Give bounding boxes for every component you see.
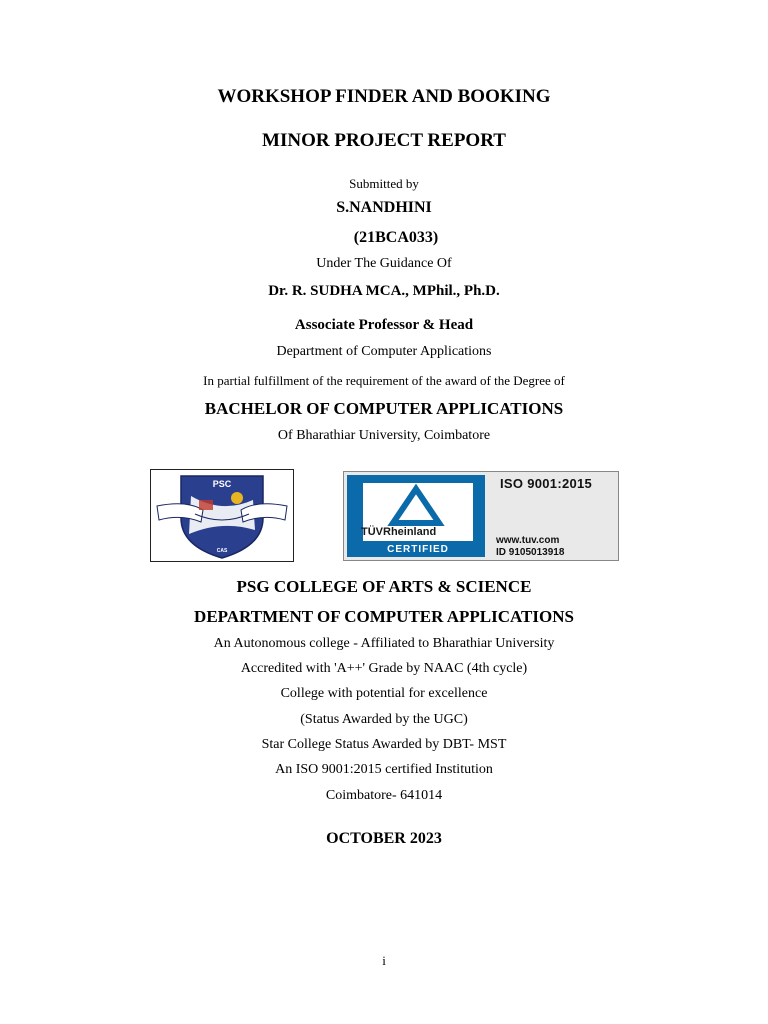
fulfillment-text: In partial fulfillment of the requirement of the award of the Degree of: [203, 373, 565, 388]
college-detail: An Autonomous college - Affiliated to Bharathiar University: [213, 636, 555, 651]
iso-standard-title: ISO 9001:2015: [500, 476, 593, 491]
college-detail: (Status Awarded by the UGC): [300, 712, 468, 727]
report-title-line2: MINOR PROJECT REPORT: [262, 130, 506, 151]
degree-name: BACHELOR OF COMPUTER APPLICATIONS: [204, 399, 564, 418]
psc-shield-icon: [151, 470, 293, 561]
tuv-brand-text: TÜVRheinland: [361, 526, 437, 538]
guide-department: Department of Computer Applications: [276, 344, 492, 359]
submitted-by-label: Submitted by: [349, 176, 419, 191]
college-name: PSG COLLEGE OF ARTS & SCIENCE: [236, 577, 532, 596]
tuv-id: ID 9105013918: [496, 547, 565, 558]
college-detail: Coimbatore- 641014: [325, 788, 443, 803]
guide-designation: Associate Professor & Head: [294, 317, 474, 333]
report-date: OCTOBER 2023: [326, 830, 442, 847]
iso-tuv-certification-logo: [343, 471, 619, 561]
college-detail: Accredited with 'A++' Grade by NAAC (4th cycle): [240, 661, 528, 676]
report-title-line1: WORKSHOP FINDER AND BOOKING: [217, 86, 551, 107]
college-department: DEPARTMENT OF COMPUTER APPLICATIONS: [194, 607, 574, 626]
page-number: i: [382, 953, 386, 968]
college-detail: Star College Status Awarded by DBT- MST: [261, 737, 507, 752]
guide-name: Dr. R. SUDHA MCA., MPhil., Ph.D.: [268, 283, 500, 299]
tuv-certified-label: CERTIFIED: [387, 544, 449, 555]
psc-college-logo: [150, 469, 294, 562]
tuv-url: www.tuv.com: [496, 535, 560, 546]
psc-logo-subtext: CAS: [216, 548, 228, 554]
guidance-label: Under The Guidance Of: [316, 256, 452, 271]
register-number: (21BCA033): [353, 229, 439, 246]
university-name: Of Bharathiar University, Coimbatore: [277, 428, 491, 443]
student-name: S.NANDHINI: [336, 199, 432, 216]
tuv-rheinland-badge: [347, 475, 485, 557]
iso-details: [490, 472, 618, 560]
college-detail: An ISO 9001:2015 certified Institution: [275, 762, 493, 777]
psc-logo-text: PSC: [212, 479, 232, 489]
college-detail: College with potential for excellence: [280, 686, 488, 701]
